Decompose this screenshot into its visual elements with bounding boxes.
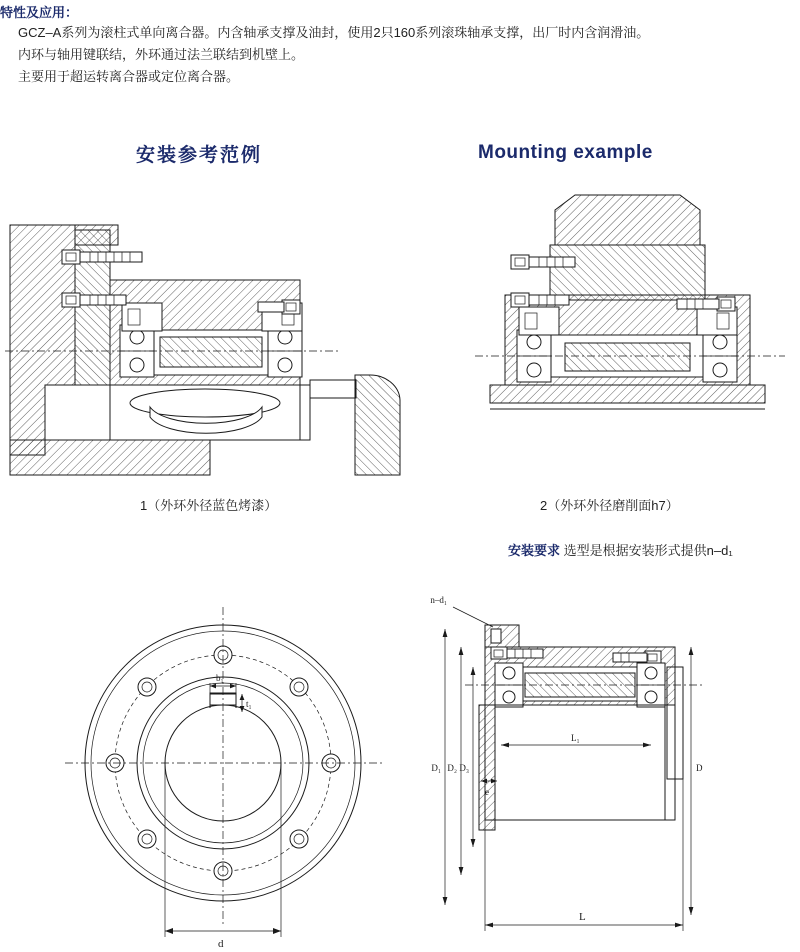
dim-keyway-depth: t₁ bbox=[246, 699, 252, 709]
heading-chinese: 安装参考范例 bbox=[136, 145, 263, 166]
section-view-drawing bbox=[405, 585, 800, 950]
paragraph-1: GCZ–A系列为滚柱式单向离合器。内含轴承支撑及油封，使用2只160系列滚珠轴承支撑，出厂时内含润滑油。 bbox=[18, 25, 650, 40]
dim-keyway-width: b₁ bbox=[216, 673, 224, 683]
paragraph-3: 主要用于超运转离合器或定位离合器。 bbox=[18, 69, 240, 84]
heading-english: Mounting example bbox=[478, 142, 653, 163]
figure-mounting-example-1 bbox=[0, 185, 460, 485]
dim-bore-diameter: d bbox=[218, 938, 224, 950]
mounting-requirement-text: 选型是根据安装形式提供n–d₁ bbox=[563, 543, 733, 558]
dim-d: D bbox=[696, 763, 703, 773]
dim-d3: D₃ bbox=[459, 763, 469, 773]
figure-2-drawing bbox=[455, 185, 800, 485]
section-title: 特性及应用： bbox=[0, 5, 79, 20]
paragraph-2: 内环与轴用键联结，外环通过法兰联结到机壁上。 bbox=[18, 47, 305, 62]
figure-1-drawing bbox=[0, 185, 460, 485]
figure-flange-front-view bbox=[60, 595, 390, 950]
figure-mounting-example-2 bbox=[455, 185, 800, 485]
dim-d1: D₁ bbox=[431, 763, 441, 773]
flange-front-view-drawing bbox=[60, 595, 390, 950]
mounting-requirement bbox=[508, 540, 733, 559]
dim-l: L bbox=[579, 911, 586, 923]
figure-section-view bbox=[405, 585, 800, 950]
dim-d2: D₂ bbox=[447, 763, 457, 773]
dim-e: e bbox=[485, 787, 489, 797]
mounting-requirement-label: 安装要求 bbox=[508, 543, 561, 558]
caption-figure-2: 2（外环外径磨削面h7） bbox=[540, 498, 679, 513]
label-holes: n–d₁ bbox=[430, 595, 447, 605]
dim-l1: L₁ bbox=[571, 733, 580, 743]
caption-figure-1: 1（外环外径蓝色烤漆） bbox=[140, 498, 278, 513]
